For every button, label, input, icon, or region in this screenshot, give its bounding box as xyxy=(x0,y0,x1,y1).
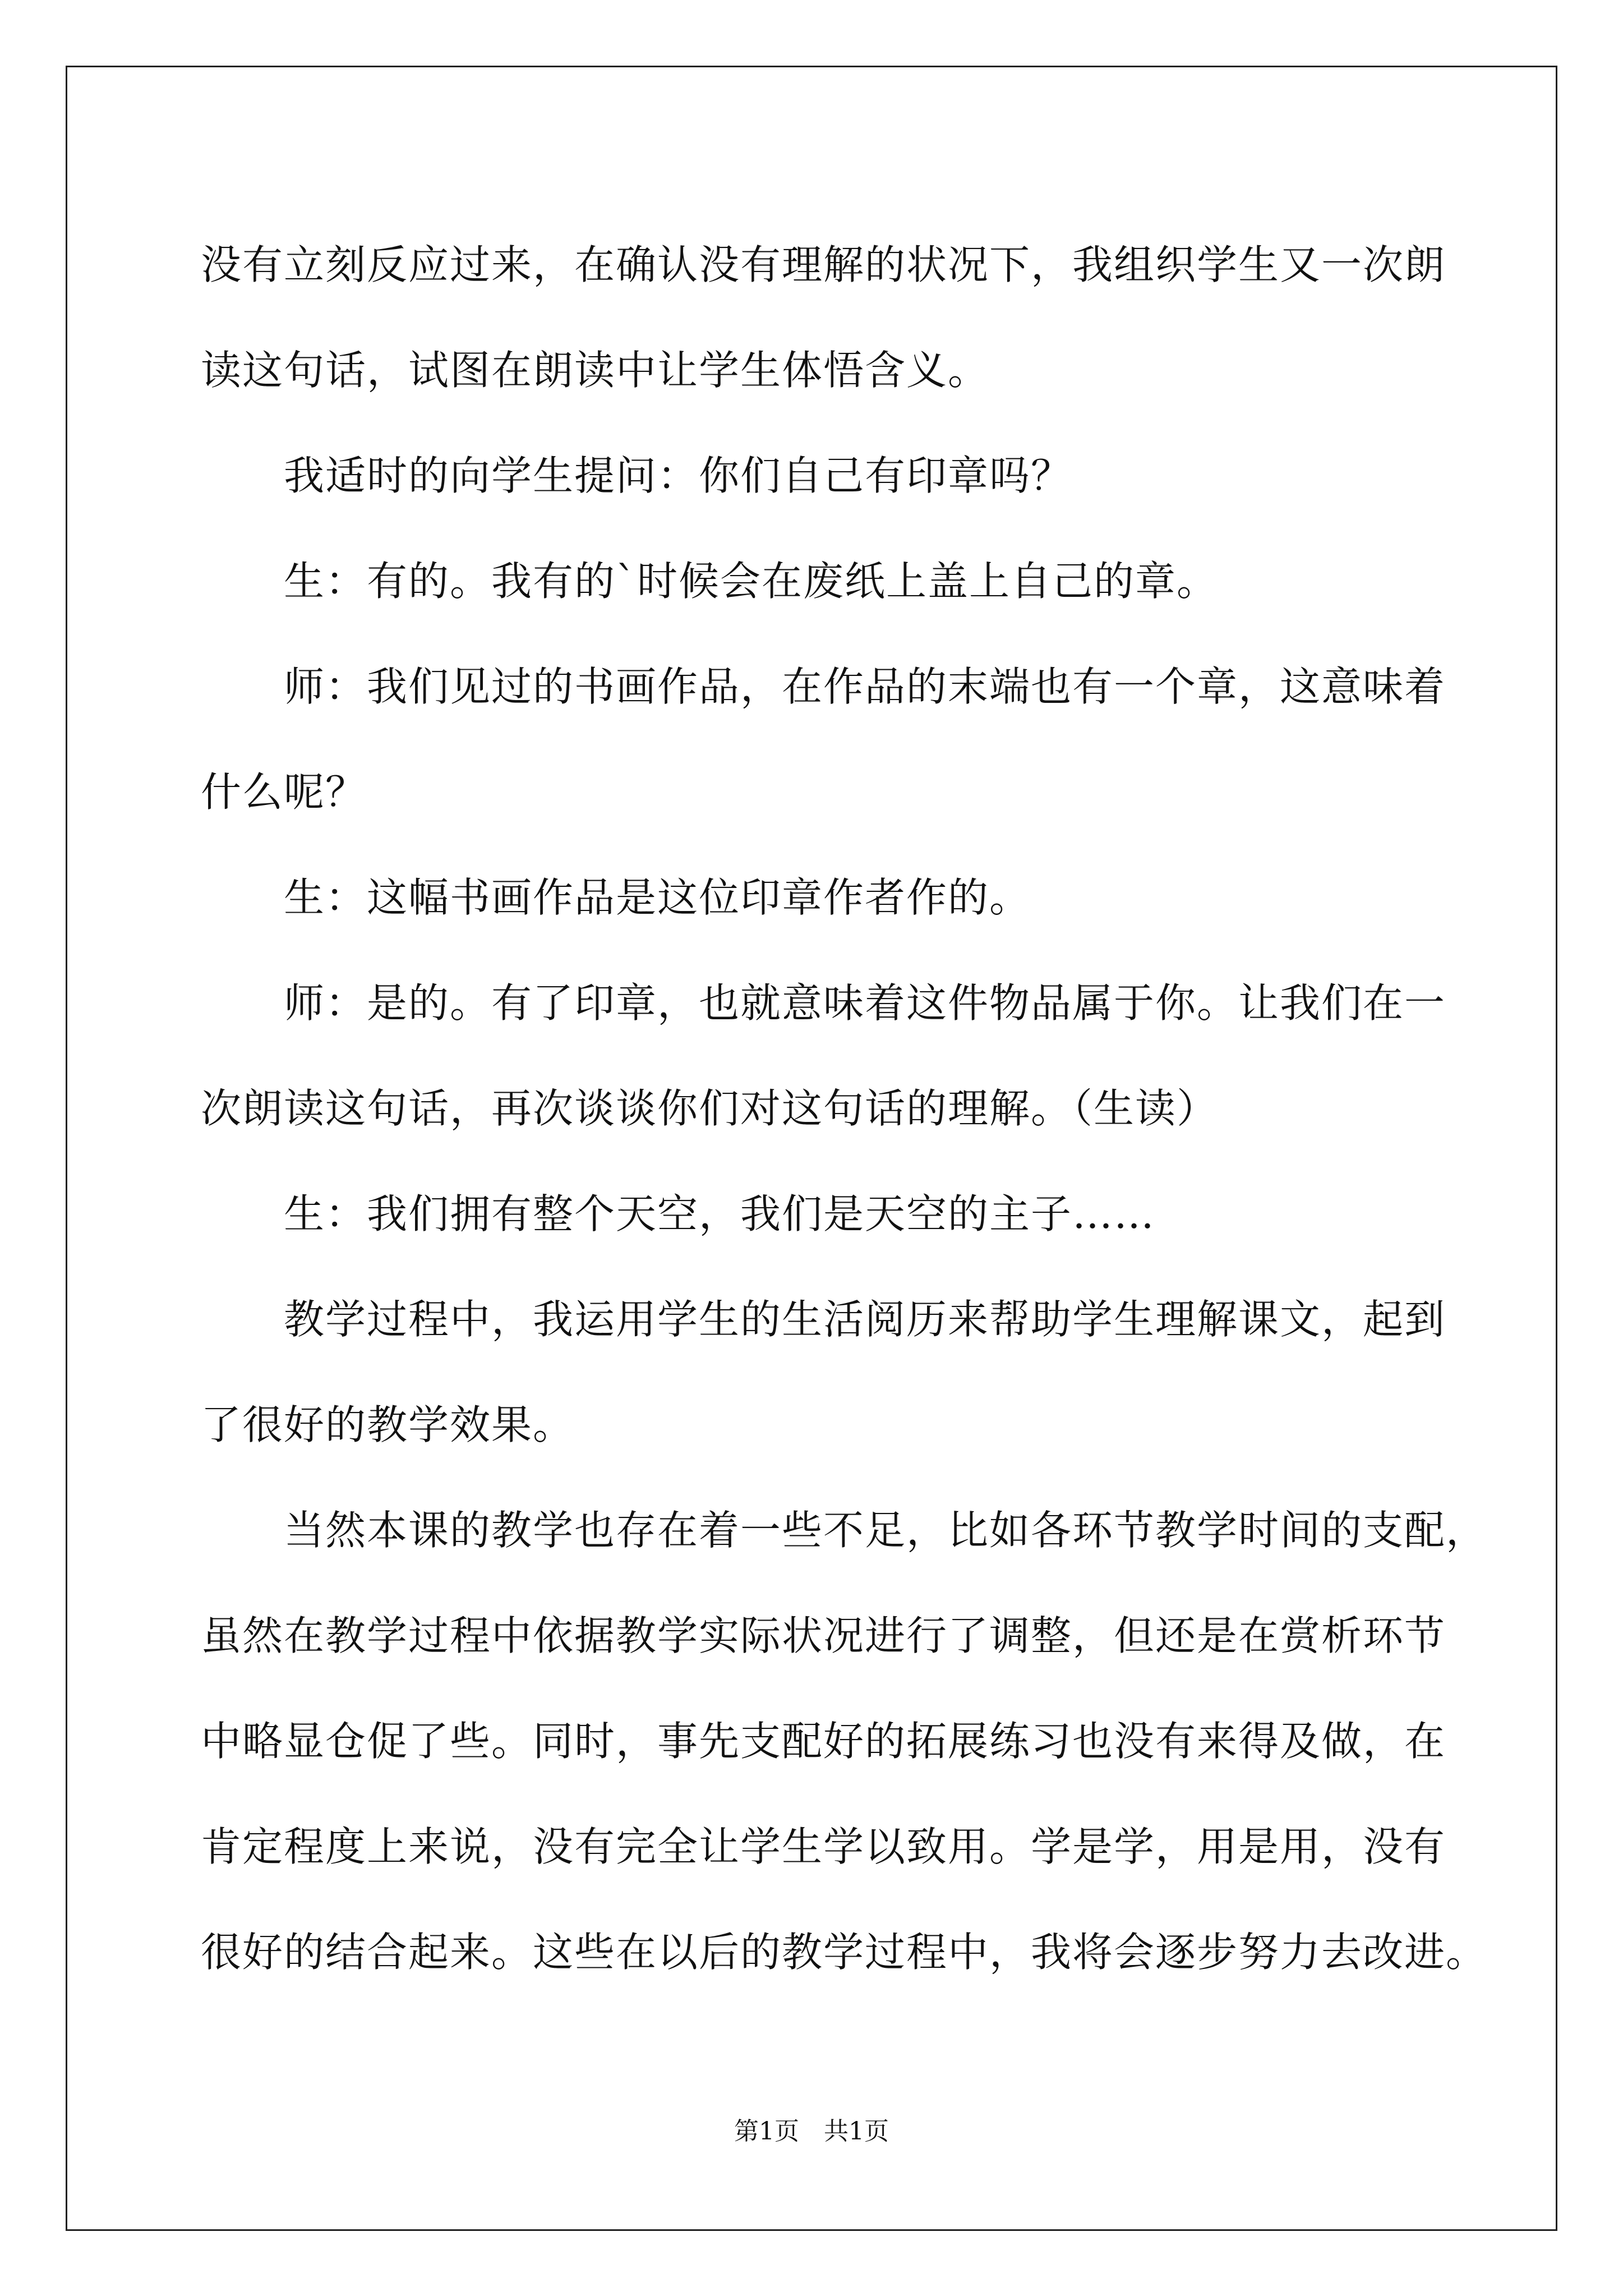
text-line: 读这句话，试图在朗读中让学生体悟含义。 xyxy=(201,347,990,394)
text-line: 生：有的。我有的`时候会在废纸上盖上自己的章。 xyxy=(284,558,1219,605)
text-line: 教学过程中，我运用学生的生活阅历来帮助学生理解课文，起到 xyxy=(284,1296,1446,1343)
text-line: 没有立刻反应过来，在确认没有理解的状况下，我组织学生又一次朗 xyxy=(201,241,1446,288)
text-line: 肯定程度上来说，没有完全让学生学以致用。学是学，用是用，没有 xyxy=(201,1823,1446,1870)
text-line: 我适时的向学生提问：你们自己有印章吗？ xyxy=(284,452,1073,499)
text-line: 了很好的教学效果。 xyxy=(201,1401,575,1448)
text-line: 很好的结合起来。这些在以后的教学过程中，我将会逐步努力去改进。 xyxy=(201,1929,1488,1976)
text-line: 虽然在教学过程中依据教学实际状况进行了调整，但还是在赏析环节 xyxy=(201,1612,1446,1659)
text-line: 生：我们拥有整个天空，我们是天空的主子…… xyxy=(284,1190,1156,1237)
text-line: 生：这幅书画作品是这位印章作者作的。 xyxy=(284,874,1031,921)
text-line: 什么呢？ xyxy=(201,769,367,816)
text-line: 师：是的。有了印章，也就意味着这件物品属于你。让我们在一 xyxy=(284,979,1446,1027)
document-body xyxy=(201,212,1488,2005)
text-line: 次朗读这句话，再次谈谈你们对这句话的理解。（生读） xyxy=(201,1085,1219,1132)
page-footer: 第1页 共1页 xyxy=(734,2117,889,2146)
text-line: 当然本课的教学也存在着一些不足，比如各环节教学时间的支配， xyxy=(284,1507,1488,1554)
text-line: 师：我们见过的书画作品，在作品的末端也有一个章，这意味着 xyxy=(284,663,1446,710)
text-line: 中略显仓促了些。同时，事先支配好的拓展练习也没有来得及做，在 xyxy=(201,1718,1446,1765)
